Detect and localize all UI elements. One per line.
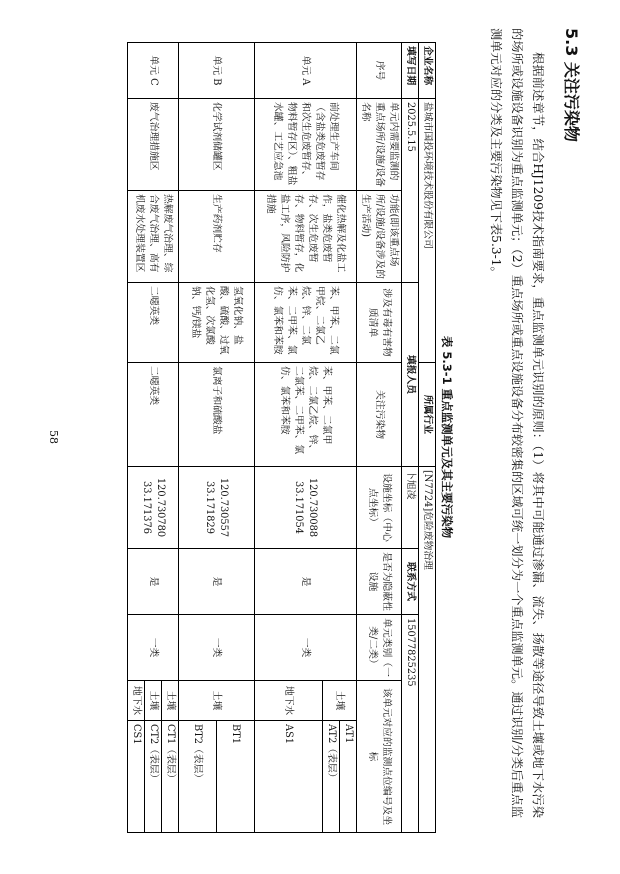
unit-pollutant: 氯离子和硫酸盐 [179, 363, 255, 467]
header-row [357, 43, 402, 833]
soil-label: 土壤 [145, 681, 162, 721]
unit-coords [255, 467, 357, 549]
table-row [162, 43, 179, 833]
soil-label: 土壤 [162, 681, 179, 721]
table-row [340, 43, 357, 833]
header-coords: 设施坐标（中心点坐标） [357, 467, 402, 549]
date-value: 2025.5.15 [402, 99, 419, 283]
unit-category: 一类 [179, 615, 255, 681]
unit-name: 化学试剂储罐区 [179, 99, 255, 191]
soil-label: 土壤 [323, 681, 357, 721]
unit-seq: 单元 A [255, 43, 357, 99]
section-title: 5.3 关注污染物 [562, 28, 581, 142]
unit-coords [179, 467, 255, 549]
unit-category: 一类 [128, 615, 179, 681]
unit-function: 催化热解及化盐工作，盐类危废暂存、次生危废暂存、物料暂存，化盐工序，风险防护措施 [255, 191, 357, 283]
unit-seq: 单元 C [128, 43, 179, 99]
point-id: CS1 [128, 721, 145, 833]
soil-label: 土壤 [179, 681, 255, 721]
unit-lat: 33.171829 [204, 481, 216, 534]
monitoring-units-table [127, 42, 436, 833]
point-id: CT2（表层） [145, 721, 162, 833]
enterprise-label: 企业名称 [419, 43, 436, 99]
unit-lon: 120.730088 [307, 477, 319, 538]
table-row [217, 43, 255, 833]
header-pollutant: 关注污染物 [357, 363, 402, 467]
header-points: 该单元对应的监测点位编号及坐标 [357, 681, 402, 833]
filler-value: 卜旭凌 [402, 467, 419, 549]
unit-lat: 33.171376 [141, 481, 152, 534]
unit-coords [128, 467, 179, 549]
point-id: BT1 [217, 721, 255, 833]
industry-label: 所属行业 [419, 363, 436, 467]
date-label: 填写日期 [402, 43, 419, 99]
unit-function: 热解废气治理、综合废气治理、高有机废水处理装置区 [128, 191, 179, 283]
unit-seq: 单元 B [179, 43, 255, 99]
filler-label: 填报人员 [402, 283, 419, 467]
enterprise-row [419, 43, 436, 833]
unit-hidden: 是 [179, 549, 255, 615]
point-id: BT2（表层） [179, 721, 217, 833]
unit-lon: 120.730557 [218, 477, 230, 538]
unit-function: 生产药剂贮存 [179, 191, 255, 283]
header-unit-name: 单元内需要监测的重点场所/设施/设备名称 [357, 99, 402, 191]
header-category: 单元类别（一类/二类） [357, 615, 402, 681]
unit-hidden: 是 [255, 549, 357, 615]
date-row [402, 43, 419, 833]
unit-hidden: 是 [128, 549, 179, 615]
unit-lat: 33.171054 [293, 481, 305, 534]
point-id: AS1 [255, 721, 323, 833]
unit-pollutant: 二噁英类 [128, 363, 179, 467]
header-seq: 序号 [357, 43, 402, 99]
table-caption: 表 5.3-1 重点监测单元及其主要污染物 [440, 335, 454, 539]
groundwater-label: 地下水 [255, 681, 323, 721]
unit-name: 废气治理措施区 [128, 99, 179, 191]
unit-name: 前处理生产车间（含盐类危废暂存和次生危废暂存、物料暂存区）、粗盐水罐、工艺应急池 [255, 99, 357, 191]
groundwater-label: 地下水 [128, 681, 145, 721]
industry-value: [N7724]危险废物治理 [419, 467, 436, 833]
header-hidden: 是否为隐蔽性设施 [357, 549, 402, 615]
contact-label: 联系方式 [402, 549, 419, 615]
point-id: AT1 [340, 721, 357, 833]
unit-toxic: 二噁英类 [128, 283, 179, 363]
enterprise-value: 盐城市国投环境技术股份有限公司 [419, 99, 436, 363]
intro-paragraph: 根据前述章节，结合HJ1209技术指南要求，重点监测单元识别的原则：（1）将其中可能通过渗漏、流失、扬散等途径导致土壤或地下水污染的场所或设施设备识别为重点监测单元；（2）重点场所或重点设施设备分布较密集的区域可统一划分为一个重点监测单元。通过识别/分类后重点监测单元对应的分类及主要污染物见下表5.3-1。 [489, 28, 545, 818]
header-function: 功能(即该重点场所/设施/设备涉及的生产活动) [357, 191, 402, 283]
unit-toxic: 氢氧化钠、盐酸、硫酸、过氧化氢、次氯酸钠、钙/镁盐 [179, 283, 255, 363]
contact-value: 15077825235 [402, 615, 419, 833]
header-toxic: 涉及有毒有害物质清单 [357, 283, 402, 363]
unit-lon: 120.730780 [155, 477, 166, 538]
unit-category: 一类 [255, 615, 357, 681]
page-number: 58 [47, 430, 60, 444]
point-id: CT1（表层） [162, 721, 179, 833]
unit-toxic: 苯、甲苯、二氯甲烷、二氯乙烷、锌、二氯苯、二甲苯、氯仿、氯苯和苯胺 [255, 283, 357, 363]
unit-pollutant: 苯、甲苯、二氯甲烷、二氯乙烷、锌、二氯苯、二甲苯、氯仿、氯苯和苯胺 [255, 363, 357, 467]
point-id: AT2（表层） [323, 721, 340, 833]
